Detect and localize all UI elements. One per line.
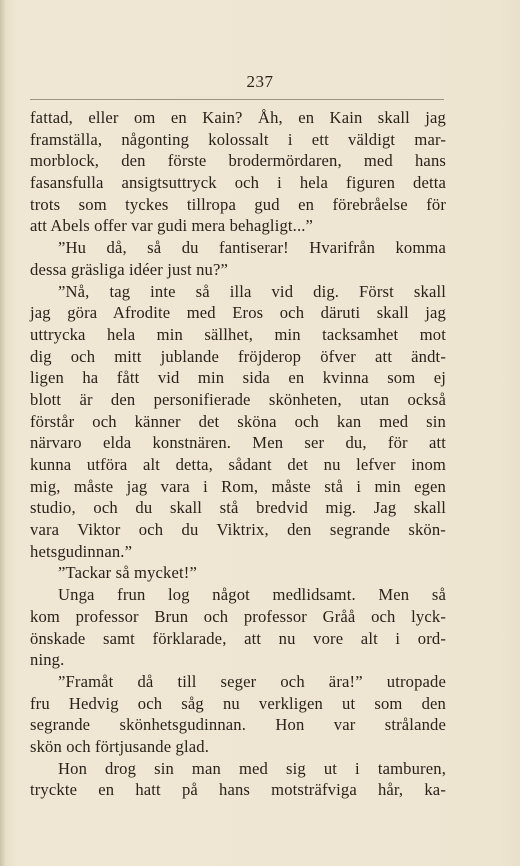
text-line: fru Hedvig och såg nu verkligen ut som den [30, 693, 446, 713]
text-line: att Abels offer var gudi mera behagligt...” [30, 216, 314, 236]
text-line: morblock, den förste brodermördaren, med hans [30, 151, 446, 171]
text-line: Unga frun log något medlidsamt. Men så [58, 585, 446, 605]
text-line: tryckte en hatt på hans motsträfviga hår, ka- [30, 780, 446, 800]
text-line: vara Viktor och du Viktrix, den segrande skön- [30, 520, 446, 540]
text-line: dig och mitt jublande fröjderop öfver att ändt- [30, 346, 446, 366]
text-line: mig, måste jag vara i Rom, måste stå i min egen [30, 476, 446, 496]
text-line: fattad, eller om en Kain? Åh, en Kain skall jag [30, 108, 446, 127]
text-line: dessa gräsliga idéer just nu?” [30, 259, 229, 279]
text-line: ”Hu då, så du fantiserar! Hvarifrån komma [58, 238, 446, 258]
text-line: kunna utföra alt detta, sådant det nu lefver inom [30, 455, 446, 474]
header-rule [30, 99, 444, 100]
text-line: trots som tyckes tillropa gud en förebråelse för [30, 194, 446, 214]
text-line: fasansfulla ansigtsuttryck och i hela figuren detta [30, 173, 446, 193]
text-line: ”Framåt då till seger och ära!” utropade [58, 671, 446, 691]
text-line: segrande skönhetsgudinnan. Hon var strålande [30, 715, 446, 735]
text-line: blott är den personifierade skönheten, utan också [30, 389, 446, 409]
text-line: ning. [30, 650, 65, 670]
body-text [30, 107, 446, 801]
text-line: önskade samt förklarade, att nu vore alt i ord- [30, 628, 446, 648]
text-line: förstår och känner det sköna och kan med sin [30, 411, 446, 431]
text-line: Hon drog sin man med sig ut i tamburen, [58, 758, 446, 778]
page-number: 237 [246, 72, 274, 91]
text-line: hetsgudinnan.” [30, 541, 133, 561]
text-line: framställa, någonting kolossalt i ett väldigt mar- [30, 129, 446, 149]
text-line: ”Nå, tag inte så illa vid dig. Först skall [58, 281, 446, 301]
text-line: kom professor Brun och professor Gråå och lyck- [30, 606, 446, 626]
text-line: ”Tackar så mycket!” [58, 563, 197, 583]
text-line: ligen ha fått vid min sida en kvinna som ej [30, 368, 446, 388]
text-line: skön och förtjusande glad. [30, 736, 210, 756]
text-line: jag göra Afrodite med Eros och däruti skall jag [30, 303, 446, 323]
page-gutter-shadow [0, 0, 6, 866]
text-line: studio, och du skall stå bredvid mig. Jag skall [30, 498, 446, 518]
text-line: närvaro elda konstnären. Men ser du, för att [30, 433, 446, 453]
text-line: uttrycka hela min sällhet, min tacksamhet mot [30, 324, 446, 344]
